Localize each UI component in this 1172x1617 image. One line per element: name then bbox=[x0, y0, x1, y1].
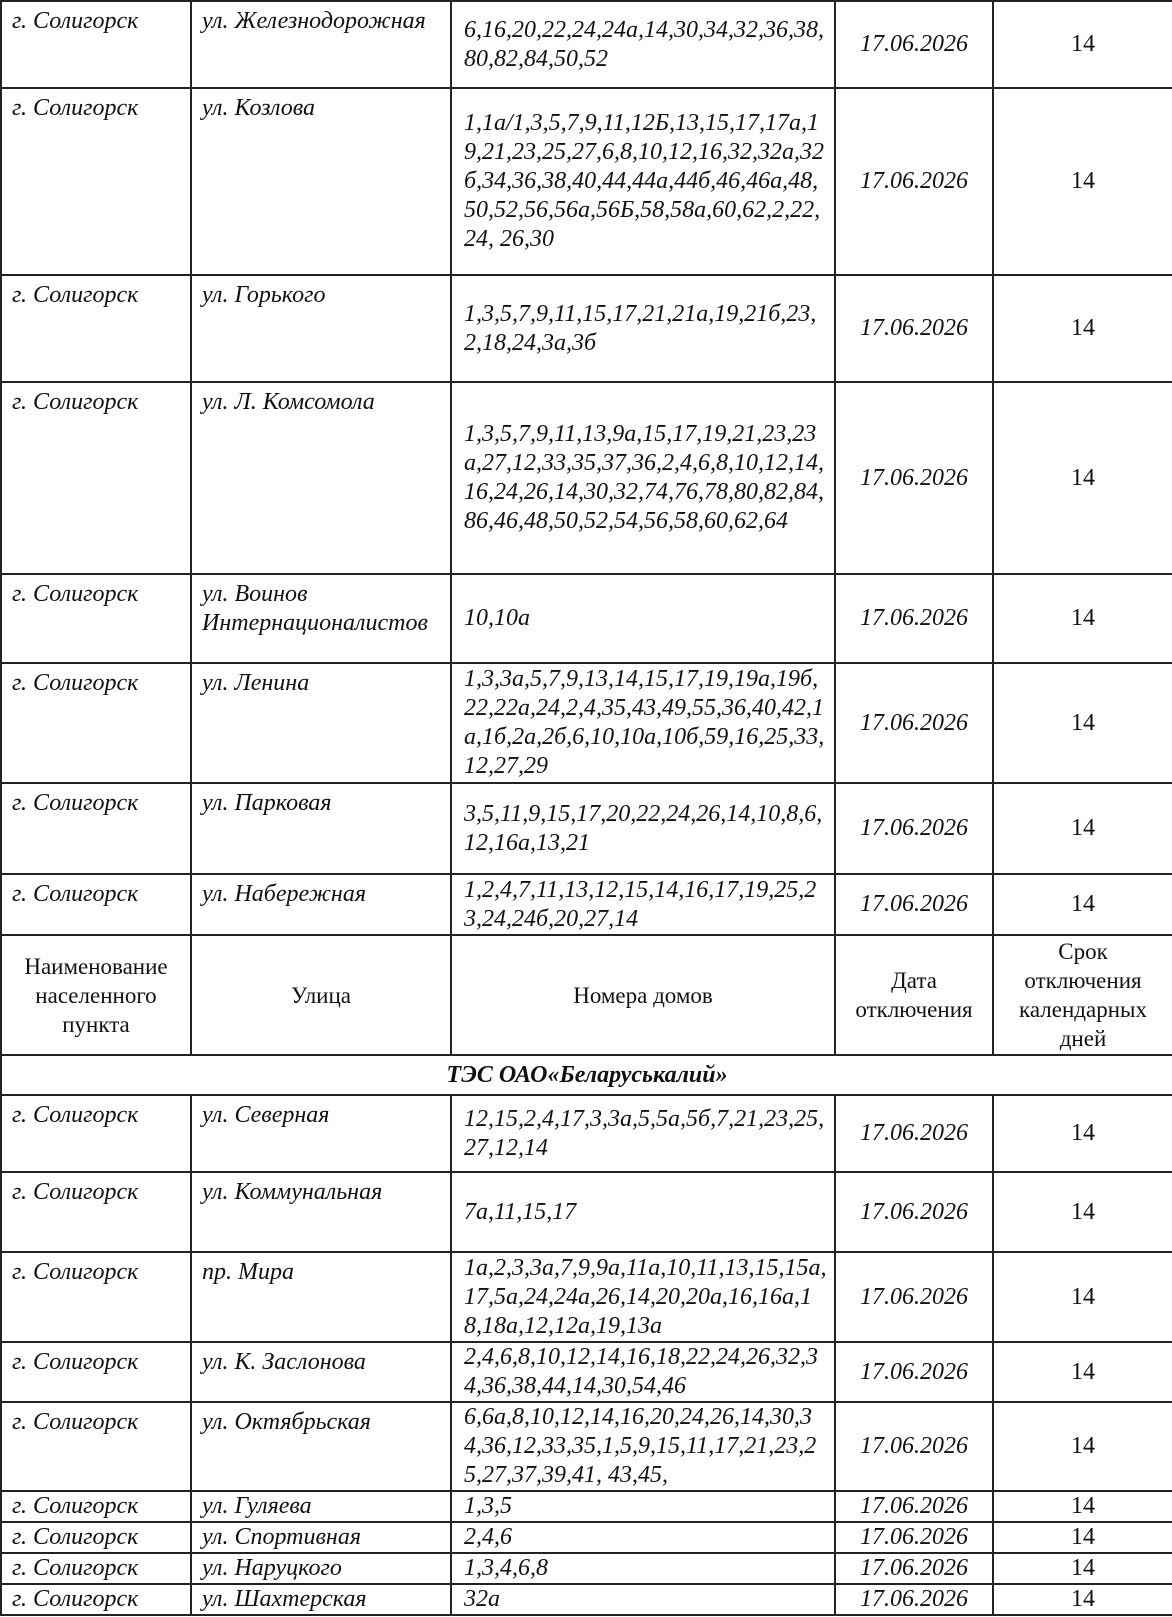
table-row bbox=[1, 1491, 1172, 1522]
table-row bbox=[1, 1252, 1172, 1342]
houses-cell: 2,4,6,8,10,12,14,16,18,22,24,26,32,34,36,38,44,14,30,54,46 bbox=[451, 1342, 835, 1402]
days-cell: 14 bbox=[993, 783, 1172, 874]
days-cell: 14 bbox=[993, 1553, 1172, 1584]
street-cell: ул. Гуляева bbox=[191, 1491, 451, 1522]
date-cell: 17.06.2026 bbox=[835, 1522, 993, 1553]
date-cell: 17.06.2026 bbox=[835, 1491, 993, 1522]
date-cell: 17.06.2026 bbox=[835, 1172, 993, 1252]
street-cell: ул. Коммунальная bbox=[191, 1172, 451, 1252]
houses-cell: 1а,2,3,3а,7,9,9а,11а,10,11,13,15,15а,17,5а,24,24а,26,14,20,20а,16,16а,18,18а,12,12а,19,13а bbox=[451, 1252, 835, 1342]
street-cell: ул. Северная bbox=[191, 1095, 451, 1172]
houses-cell: 1,3,3а,5,7,9,13,14,15,17,19,19а,19б,22,22а,24,2,4,35,43,49,55,36,40,42,1а,1б,2а,2б,6,10,10а,10б,59,16,25,33,12,27,29 bbox=[451, 663, 835, 783]
days-cell: 14 bbox=[993, 1584, 1172, 1615]
town-cell: г. Солигорск bbox=[1, 88, 191, 275]
days-cell: 14 bbox=[993, 1172, 1172, 1252]
days-cell: 14 bbox=[993, 1342, 1172, 1402]
header-street: Улица bbox=[191, 935, 451, 1055]
days-cell: 14 bbox=[993, 874, 1172, 935]
houses-cell: 6,6а,8,10,12,14,16,20,24,26,14,30,34,36,12,33,35,1,5,9,15,11,17,21,23,25,27,37,39,41, 43,45, bbox=[451, 1402, 835, 1491]
date-cell: 17.06.2026 bbox=[835, 663, 993, 783]
days-cell: 14 bbox=[993, 1522, 1172, 1553]
days-cell: 14 bbox=[993, 1402, 1172, 1491]
section-row bbox=[1, 1055, 1172, 1095]
houses-cell: 6,16,20,22,24,24а,14,30,34,32,36,38,80,82,84,50,52 bbox=[451, 1, 835, 88]
table-row bbox=[1, 874, 1172, 935]
town-cell: г. Солигорск bbox=[1, 1553, 191, 1584]
date-cell: 17.06.2026 bbox=[835, 382, 993, 574]
table-row bbox=[1, 783, 1172, 874]
street-cell: ул. Воинов Интернационалистов bbox=[191, 574, 451, 663]
street-cell: ул. Наруцкого bbox=[191, 1553, 451, 1584]
houses-cell: 1,1а/1,3,5,7,9,11,12Б,13,15,17,17а,19,21,23,25,27,6,8,10,12,16,32,32а,32б,34,36,38,40,44,44а,44б,46,46а,48,50,52,56,56а,56Б,58,58а,60,62,2,22,24, 26,30 bbox=[451, 88, 835, 275]
town-cell: г. Солигорск bbox=[1, 663, 191, 783]
town-cell: г. Солигорск bbox=[1, 1252, 191, 1342]
table-row bbox=[1, 1553, 1172, 1584]
days-cell: 14 bbox=[993, 1491, 1172, 1522]
street-cell: ул. Ленина bbox=[191, 663, 451, 783]
street-cell: ул. Козлова bbox=[191, 88, 451, 275]
houses-cell: 1,2,4,7,11,13,12,15,14,16,17,19,25,23,24,24б,20,27,14 bbox=[451, 874, 835, 935]
street-cell: пр. Мира bbox=[191, 1252, 451, 1342]
section-title: ТЭС ОАО«Беларуськалий» bbox=[1, 1055, 1172, 1095]
date-cell: 17.06.2026 bbox=[835, 1, 993, 88]
days-cell: 14 bbox=[993, 1095, 1172, 1172]
date-cell: 17.06.2026 bbox=[835, 1553, 993, 1584]
table-header-row bbox=[1, 935, 1172, 1055]
houses-cell: 1,3,5,7,9,11,15,17,21,21а,19,21б,23,2,18,24,3а,3б bbox=[451, 275, 835, 382]
houses-cell: 1,3,4,6,8 bbox=[451, 1553, 835, 1584]
street-cell: ул. Парковая bbox=[191, 783, 451, 874]
days-cell: 14 bbox=[993, 574, 1172, 663]
street-cell: ул. Октябрьская bbox=[191, 1402, 451, 1491]
town-cell: г. Солигорск bbox=[1, 1, 191, 88]
days-cell: 14 bbox=[993, 88, 1172, 275]
table-section-before bbox=[1, 1, 1172, 935]
table-row bbox=[1, 574, 1172, 663]
date-cell: 17.06.2026 bbox=[835, 88, 993, 275]
town-cell: г. Солигорск bbox=[1, 783, 191, 874]
header-houses: Номера домов bbox=[451, 935, 835, 1055]
street-cell: ул. Горького bbox=[191, 275, 451, 382]
header-date: Дата отключения bbox=[835, 935, 993, 1055]
street-cell: ул. Шахтерская bbox=[191, 1584, 451, 1615]
town-cell: г. Солигорск bbox=[1, 1095, 191, 1172]
table-row bbox=[1, 1172, 1172, 1252]
date-cell: 17.06.2026 bbox=[835, 783, 993, 874]
table-row bbox=[1, 1402, 1172, 1491]
header-town: Наименование населенного пункта bbox=[1, 935, 191, 1055]
table-row bbox=[1, 382, 1172, 574]
town-cell: г. Солигорск bbox=[1, 1172, 191, 1252]
date-cell: 17.06.2026 bbox=[835, 1584, 993, 1615]
town-cell: г. Солигорск bbox=[1, 1402, 191, 1491]
town-cell: г. Солигорск bbox=[1, 1342, 191, 1402]
houses-cell: 10,10а bbox=[451, 574, 835, 663]
header-days: Срок отключения календарных дней bbox=[993, 935, 1172, 1055]
town-cell: г. Солигорск bbox=[1, 382, 191, 574]
table-header-group bbox=[1, 935, 1172, 1095]
town-cell: г. Солигорск bbox=[1, 275, 191, 382]
date-cell: 17.06.2026 bbox=[835, 574, 993, 663]
houses-cell: 2,4,6 bbox=[451, 1522, 835, 1553]
houses-cell: 1,3,5,7,9,11,13,9а,15,17,19,21,23,23а,27,12,33,35,37,36,2,4,6,8,10,12,14,16,24,26,14,30,32,74,76,78,80,82,84,86,46,48,50,52,54,56,58,60,62,64 bbox=[451, 382, 835, 574]
houses-cell: 7а,11,15,17 bbox=[451, 1172, 835, 1252]
table-row bbox=[1, 1, 1172, 88]
date-cell: 17.06.2026 bbox=[835, 874, 993, 935]
table-row bbox=[1, 1095, 1172, 1172]
date-cell: 17.06.2026 bbox=[835, 1252, 993, 1342]
street-cell: ул. К. Заслонова bbox=[191, 1342, 451, 1402]
date-cell: 17.06.2026 bbox=[835, 1402, 993, 1491]
street-cell: ул. Спортивная bbox=[191, 1522, 451, 1553]
date-cell: 17.06.2026 bbox=[835, 1342, 993, 1402]
days-cell: 14 bbox=[993, 275, 1172, 382]
houses-cell: 12,15,2,4,17,3,3а,5,5а,5б,7,21,23,25,27,12,14 bbox=[451, 1095, 835, 1172]
table-section-after bbox=[1, 1095, 1172, 1615]
days-cell: 14 bbox=[993, 1252, 1172, 1342]
table-row bbox=[1, 1522, 1172, 1553]
town-cell: г. Солигорск bbox=[1, 574, 191, 663]
street-cell: ул. Набережная bbox=[191, 874, 451, 935]
houses-cell: 32а bbox=[451, 1584, 835, 1615]
table-row bbox=[1, 1584, 1172, 1615]
street-cell: ул. Л. Комсомола bbox=[191, 382, 451, 574]
street-cell: ул. Железнодорожная bbox=[191, 1, 451, 88]
town-cell: г. Солигорск bbox=[1, 1522, 191, 1553]
town-cell: г. Солигорск bbox=[1, 874, 191, 935]
days-cell: 14 bbox=[993, 1, 1172, 88]
days-cell: 14 bbox=[993, 382, 1172, 574]
houses-cell: 3,5,11,9,15,17,20,22,24,26,14,10,8,6,12,16а,13,21 bbox=[451, 783, 835, 874]
houses-cell: 1,3,5 bbox=[451, 1491, 835, 1522]
table-row bbox=[1, 275, 1172, 382]
table-row bbox=[1, 88, 1172, 275]
date-cell: 17.06.2026 bbox=[835, 1095, 993, 1172]
table-row bbox=[1, 1342, 1172, 1402]
town-cell: г. Солигорск bbox=[1, 1491, 191, 1522]
table-row bbox=[1, 663, 1172, 783]
date-cell: 17.06.2026 bbox=[835, 275, 993, 382]
days-cell: 14 bbox=[993, 663, 1172, 783]
town-cell: г. Солигорск bbox=[1, 1584, 191, 1615]
